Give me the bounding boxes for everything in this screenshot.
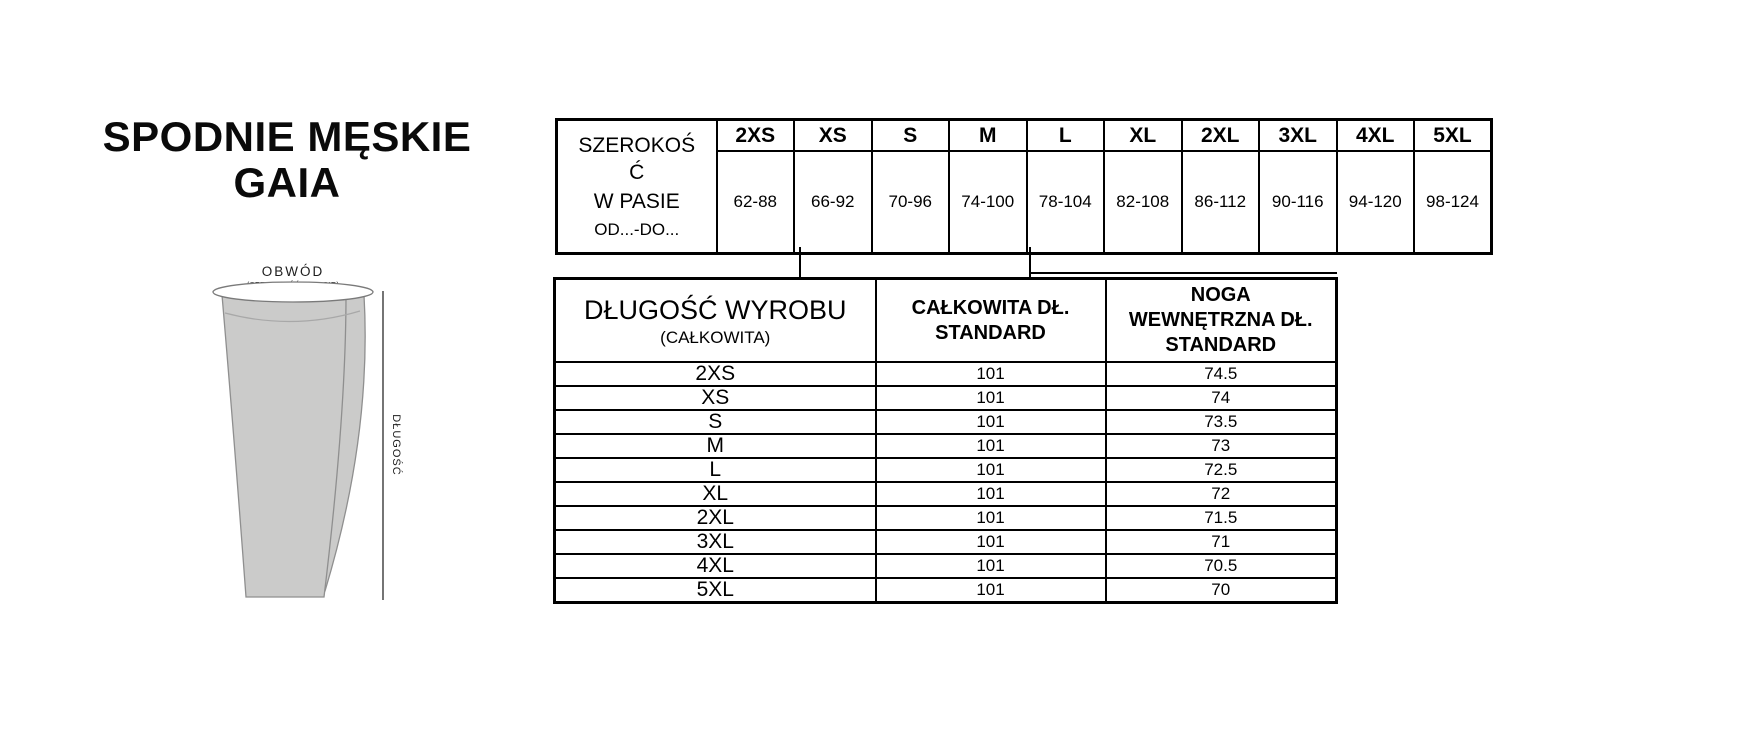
length-col2-header-line: STANDARD [935, 321, 1046, 344]
length-col2-header [876, 279, 1106, 363]
waist-title-line: SZEROKOŚ [578, 133, 696, 157]
waist-measure-label: OBWÓD [261, 264, 325, 279]
row-size-cell: XS [555, 386, 876, 410]
waistband-ellipse [213, 282, 373, 302]
waist-range-cell: 74-100 [949, 151, 1027, 254]
row-inner-leg-cell: 71.5 [1106, 506, 1337, 530]
row-inner-leg-cell: 73.5 [1106, 410, 1337, 434]
size-header-cell: 2XS [717, 120, 795, 152]
size-header-cell: 3XL [1259, 120, 1337, 152]
waist-range-cell: 66-92 [794, 151, 872, 254]
table-row [555, 362, 1337, 386]
table-row [555, 554, 1337, 578]
row-total-length-cell: 101 [876, 434, 1106, 458]
length-table-header-row [555, 279, 1337, 363]
waist-table-size-row [557, 120, 1492, 152]
waist-title-range-hint: OD...-DO... [594, 219, 680, 239]
length-col3-header-line: NOGA [1190, 284, 1251, 306]
table-row [555, 458, 1337, 482]
waist-title-line: Ć [629, 160, 645, 184]
row-size-cell: L [555, 458, 876, 482]
waist-title-line: W PASIE [593, 189, 680, 213]
length-col1-header-line2: (CAŁKOWITA) [660, 327, 771, 347]
row-total-length-cell: 101 [876, 578, 1106, 603]
row-inner-leg-cell: 74 [1106, 386, 1337, 410]
waist-range-cell: 94-120 [1337, 151, 1415, 254]
row-inner-leg-cell: 71 [1106, 530, 1337, 554]
waist-size-table [555, 118, 1493, 255]
row-size-cell: 5XL [555, 578, 876, 603]
size-header-cell: 2XL [1182, 120, 1260, 152]
row-inner-leg-cell: 70 [1106, 578, 1337, 603]
row-total-length-cell: 101 [876, 506, 1106, 530]
row-total-length-cell: 101 [876, 530, 1106, 554]
row-total-length-cell: 101 [876, 362, 1106, 386]
waist-range-cell: 70-96 [872, 151, 950, 254]
row-inner-leg-cell: 74.5 [1106, 362, 1337, 386]
pants-diagram [200, 255, 430, 620]
row-total-length-cell: 101 [876, 458, 1106, 482]
waist-range-cell: 78-104 [1027, 151, 1105, 254]
length-col1-header [555, 279, 876, 363]
table-row [555, 530, 1337, 554]
page-title [77, 114, 497, 206]
row-total-length-cell: 101 [876, 386, 1106, 410]
row-inner-leg-cell: 73 [1106, 434, 1337, 458]
row-inner-leg-cell: 72 [1106, 482, 1337, 506]
row-inner-leg-cell: 72.5 [1106, 458, 1337, 482]
length-col3-header [1106, 279, 1337, 363]
table-row [555, 506, 1337, 530]
table-row [555, 578, 1337, 603]
row-size-cell: XL [555, 482, 876, 506]
table-row [555, 386, 1337, 410]
waist-range-cell: 86-112 [1182, 151, 1260, 254]
size-header-cell: 4XL [1337, 120, 1415, 152]
size-header-cell: S [872, 120, 950, 152]
waist-table-title-cell [557, 120, 717, 254]
row-total-length-cell: 101 [876, 410, 1106, 434]
table-row [555, 482, 1337, 506]
row-size-cell: 2XL [555, 506, 876, 530]
waist-range-cell: 82-108 [1104, 151, 1182, 254]
row-size-cell: 2XS [555, 362, 876, 386]
pants-front-leg [222, 295, 346, 597]
waist-range-cell: 98-124 [1414, 151, 1492, 254]
length-col3-header-line: WEWNĘTRZNA DŁ. [1128, 309, 1313, 331]
table-connector-hline [1029, 272, 1337, 274]
row-inner-leg-cell: 70.5 [1106, 554, 1337, 578]
waist-range-cell: 62-88 [717, 151, 795, 254]
size-header-cell: 5XL [1414, 120, 1492, 152]
size-header-cell: L [1027, 120, 1105, 152]
size-header-cell: XL [1104, 120, 1182, 152]
length-col1-header-line1: DŁUGOŚĆ WYROBU [583, 294, 847, 325]
row-size-cell: S [555, 410, 876, 434]
page-title-line2: GAIA [233, 159, 341, 206]
length-col2-header-line: CAŁKOWITA DŁ. [911, 296, 1070, 319]
waist-range-cell: 90-116 [1259, 151, 1337, 254]
row-total-length-cell: 101 [876, 554, 1106, 578]
table-row [555, 434, 1337, 458]
length-measure-label: DŁUGOŚĆ [390, 414, 402, 476]
size-header-cell: XS [794, 120, 872, 152]
length-table [553, 277, 1338, 604]
row-size-cell: 3XL [555, 530, 876, 554]
length-col3-header-line: STANDARD [1165, 334, 1277, 356]
table-connector-line [799, 247, 801, 277]
row-size-cell: M [555, 434, 876, 458]
page-title-line1: SPODNIE MĘSKIE [102, 113, 472, 160]
row-total-length-cell: 101 [876, 482, 1106, 506]
size-header-cell: M [949, 120, 1027, 152]
table-row [555, 410, 1337, 434]
row-size-cell: 4XL [555, 554, 876, 578]
